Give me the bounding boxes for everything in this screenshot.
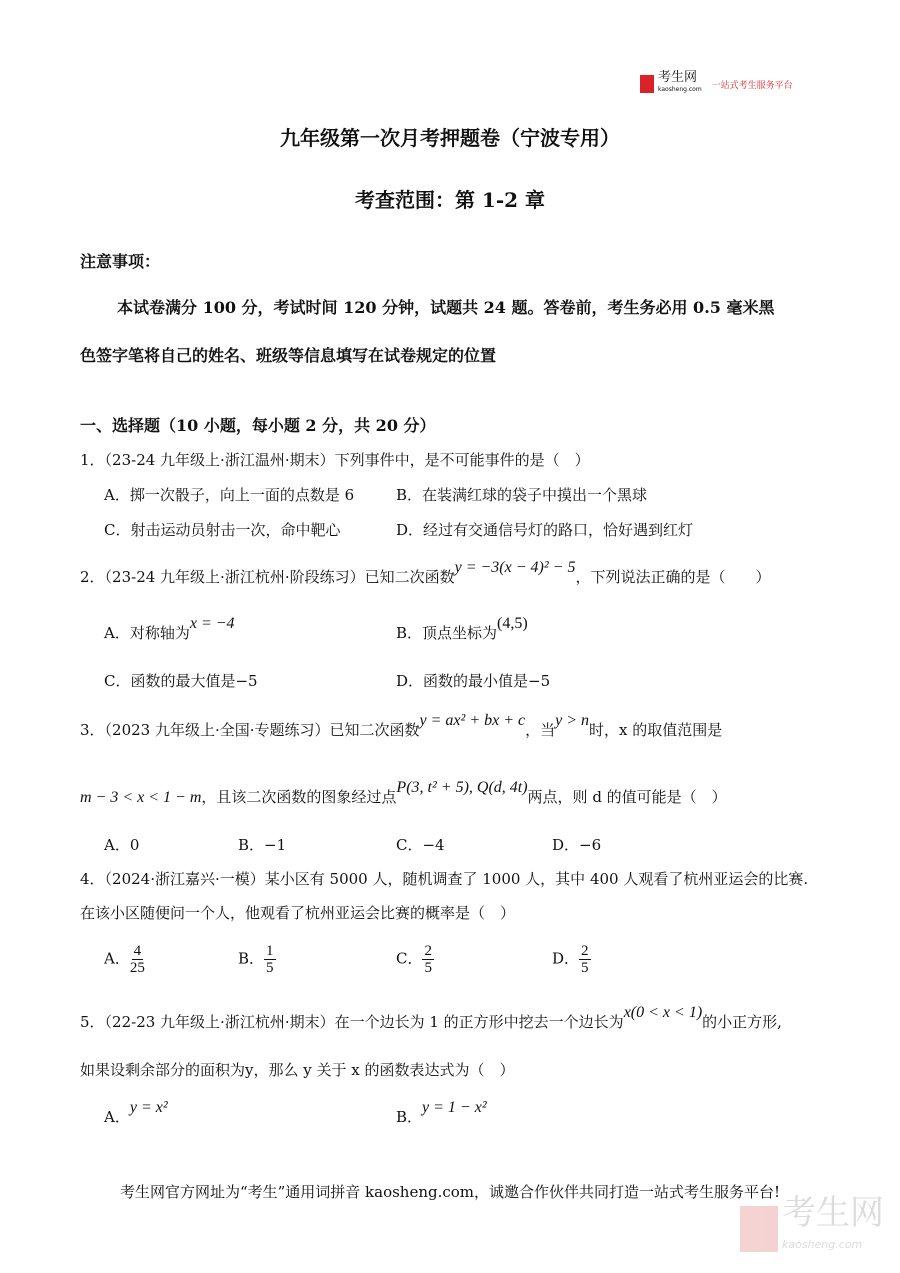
footer-text: 考生网官方网址为“考生”通用词拼音 kaosheng.com，诚邀合作伙伴共同打造一站式考生服务平台! (119, 1183, 781, 1201)
fraction: $\frac{2}{5}$ (581, 943, 589, 976)
option-a: A．0 (104, 836, 140, 854)
option-a: A．掷一次骰子，向上一面的点数是 6 (104, 486, 355, 504)
option-d: D．−6 (552, 836, 602, 854)
section-heading: 一、选择题（10 小题，每小题 2 分，共 20 分） (80, 416, 436, 435)
option-c: C．−4 (396, 836, 445, 854)
option-b: B．−1 (238, 836, 287, 854)
option-d: D．经过有交通信号灯的路口，恰好遇到红灯 (396, 521, 694, 539)
option-c: C． $\frac{2}{5}$ (396, 943, 432, 976)
option-b: B． $\frac{1}{5}$ (238, 943, 274, 976)
fraction: $\frac{1}{5}$ (266, 943, 274, 976)
option-b: B．在装满红球的袋子中摸出一个黑球 (396, 486, 648, 504)
option-d: D． $\frac{2}{5}$ (552, 943, 589, 976)
watermark-logo-icon (740, 1206, 778, 1252)
option-a: A．对称轴为x = −4 (104, 615, 235, 642)
watermark: 考生网 kaosheng.com (740, 1197, 884, 1261)
question-line: m − 3 < x < 1 − m，且该二次函数的图象经过点P(3, t² + 5), Q(d, 4t)两点，则 d 的值可能是（ ） (80, 779, 727, 806)
question-stem: 4．（2024·浙江嘉兴·一模）某小区有 5000 人，随机调查了 1000 人，其中 400 人观看了杭州亚运会的比赛. (80, 870, 809, 888)
question-stem: 2．（23-24 九年级上·浙江杭州·阶段练习）已知二次函数y = −3(x − 4)² − 5，下列说法正确的是（ ） (80, 559, 771, 586)
fraction: $\frac{2}{5}$ (424, 943, 432, 976)
question-stem: 5．（22-23 九年级上·浙江杭州·期末）在一个边长为 1 的正方形中挖去一个边长为x(0 < x < 1)的小正方形, (80, 1004, 782, 1031)
formula: y = −3(x − 4)² − 5 (454, 559, 576, 576)
fraction: $\frac{4}{25}$ (129, 943, 145, 976)
option-b: B．顶点坐标为(4,5) (396, 615, 528, 642)
option-b: B．y = 1 − x² (396, 1099, 487, 1126)
notice-line: 色签字笔将自己的姓名、班级等信息填写在试卷规定的位置 (80, 346, 497, 365)
option-c: C．射击运动员射击一次，命中靶心 (104, 521, 341, 539)
option-a: A． $\frac{4}{25}$ (104, 943, 145, 976)
option-d: D．函数的最小值是−5 (396, 672, 551, 690)
logo-domain: kaosheng.com (658, 86, 702, 93)
notice-label: 注意事项： (80, 252, 161, 271)
notice-line: 本试卷满分 100 分，考试时间 120 分钟，试题共 24 题。答卷前，考生务必用 0.5 毫米黑 (117, 298, 775, 317)
question-stem: 1．（23-24 九年级上·浙江温州·期末）下列事件中，是不可能事件的是（ ） (80, 451, 590, 469)
logo-icon (640, 75, 654, 93)
question-stem: 3．（2023 九年级上·全国·专题练习）已知二次函数y = ax² + bx + c，当y > n时，x 的取值范围是 (80, 712, 723, 739)
logo-name: 考生网 (658, 70, 698, 85)
page-subtitle: 考查范围：第 1-2 章 (354, 188, 546, 212)
option-c: C．函数的最大值是−5 (104, 672, 258, 690)
slogan: 一站式考生服务平台 (711, 80, 793, 91)
option-a: A．y = x² (104, 1099, 168, 1126)
question-line: 如果设剩余部分的面积为y，那么 y 关于 x 的函数表达式为（ ） (80, 1061, 515, 1079)
question-line: 在该小区随便问一个人，他观看了杭州亚运会比赛的概率是（ ） (80, 904, 516, 922)
page-title: 九年级第一次月考押题卷（宁波专用） (280, 126, 620, 150)
header-logo (640, 72, 793, 96)
